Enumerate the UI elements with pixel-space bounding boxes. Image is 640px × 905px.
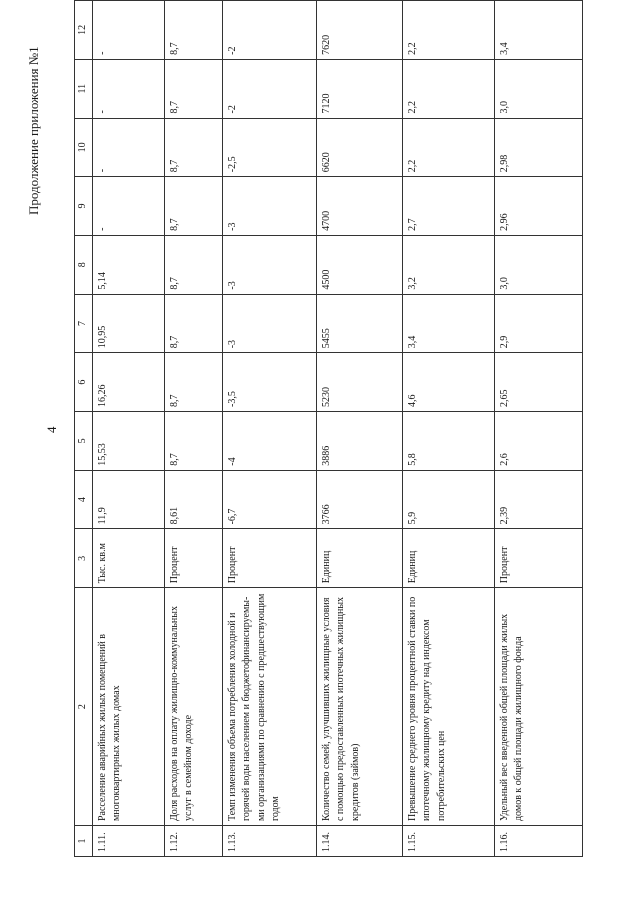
cell-value: 3,0 — [494, 235, 582, 294]
cell-value: 8,7 — [164, 353, 222, 412]
col-header: 3 — [75, 529, 93, 588]
cell-value: 7620 — [316, 1, 402, 60]
cell-value: 3,4 — [494, 1, 582, 60]
cell-value: 2,2 — [402, 118, 494, 177]
cell-value: 8,7 — [164, 412, 222, 471]
cell-value: 8,7 — [164, 177, 222, 236]
cell-value: - — [92, 118, 164, 177]
cell-value: 2,65 — [494, 353, 582, 412]
table-row — [316, 1, 402, 857]
cell-value: -2 — [222, 1, 316, 60]
row-id: 1.12. — [164, 826, 222, 857]
cell-value: 5455 — [316, 294, 402, 353]
cell-value: 2,7 — [402, 177, 494, 236]
row-indicator: Расселение аварийных жилых помещений в многоквартирных жилых домах — [92, 588, 164, 826]
cell-value: 3,2 — [402, 235, 494, 294]
row-id: 1.13. — [222, 826, 316, 857]
cell-value: 2,96 — [494, 177, 582, 236]
col-header: 11 — [75, 59, 93, 118]
row-id: 1.15. — [402, 826, 494, 857]
row-indicator: Количество семей, улучшивших жилищные условия с помощью предоставленных ипотечных жилищных кредитов (займов) — [316, 588, 402, 826]
col-header: 1 — [75, 826, 93, 857]
row-indicator: Превышение среднего уровня процентной ставки по ипотечному жилищному кредиту над индексом потребительских цен — [402, 588, 494, 826]
row-id: 1.16. — [494, 826, 582, 857]
cell-value: 2,98 — [494, 118, 582, 177]
col-header: 10 — [75, 118, 93, 177]
cell-value: -6,7 — [222, 470, 316, 529]
cell-value: - — [92, 1, 164, 60]
col-header: 5 — [75, 412, 93, 471]
row-unit: Процент — [494, 529, 582, 588]
cell-value: 2,39 — [494, 470, 582, 529]
cell-value: 10,95 — [92, 294, 164, 353]
col-header: 8 — [75, 235, 93, 294]
row-unit: Единиц — [402, 529, 494, 588]
cell-value: -2,5 — [222, 118, 316, 177]
cell-value: 8,7 — [164, 294, 222, 353]
cell-value: 3,4 — [402, 294, 494, 353]
cell-value: -4 — [222, 412, 316, 471]
col-header: 12 — [75, 1, 93, 60]
row-unit: Процент — [164, 529, 222, 588]
table-row — [494, 1, 582, 857]
cell-value: -3 — [222, 235, 316, 294]
cell-value: 8,7 — [164, 1, 222, 60]
row-unit: Единиц — [316, 529, 402, 588]
col-header: 2 — [75, 588, 93, 826]
cell-value: 2,6 — [494, 412, 582, 471]
table-row — [222, 1, 316, 857]
cell-value: 4,6 — [402, 353, 494, 412]
header-row — [75, 1, 93, 857]
table-row — [92, 1, 164, 857]
cell-value: 2,2 — [402, 1, 494, 60]
col-header: 6 — [75, 353, 93, 412]
cell-value: 8,7 — [164, 235, 222, 294]
cell-value: 5230 — [316, 353, 402, 412]
cell-value: -2 — [222, 59, 316, 118]
cell-value: 6620 — [316, 118, 402, 177]
cell-value: 8,61 — [164, 470, 222, 529]
cell-value: 3886 — [316, 412, 402, 471]
cell-value: 11,9 — [92, 470, 164, 529]
cell-value: 3766 — [316, 470, 402, 529]
appendix-subtitle: Продолжение приложения №1 — [26, 46, 41, 215]
cell-value: 15,53 — [92, 412, 164, 471]
cell-value: 8,7 — [164, 118, 222, 177]
cell-value: 5,8 — [402, 412, 494, 471]
cell-value: 3,0 — [494, 59, 582, 118]
cell-value: - — [92, 177, 164, 236]
cell-value: 2,2 — [402, 59, 494, 118]
col-header: 4 — [75, 470, 93, 529]
row-indicator: Доля расходов на оплату жилищно-коммунальных услуг в семейном доходе — [164, 588, 222, 826]
row-id: 1.14. — [316, 826, 402, 857]
row-indicator: Удельный вес введенной общей площади жилых домов к общей площади жилищного фонда — [494, 588, 582, 826]
table-row — [402, 1, 494, 857]
cell-value: 5,9 — [402, 470, 494, 529]
cell-value: 8,7 — [164, 59, 222, 118]
cell-value: - — [92, 59, 164, 118]
col-header: 9 — [75, 177, 93, 236]
cell-value: -3 — [222, 294, 316, 353]
cell-value: 16,26 — [92, 353, 164, 412]
cell-value: 2,9 — [494, 294, 582, 353]
row-indicator: Темп изменения объема потребления холодной и горячей воды населением и бюджетофинансируемы-ми организациями по сравнению с предшествующим годом — [222, 588, 316, 826]
cell-value: 7120 — [316, 59, 402, 118]
cell-value: 4700 — [316, 177, 402, 236]
cell-value: -3,5 — [222, 353, 316, 412]
row-unit: Процент — [222, 529, 316, 588]
row-unit: Тыс. кв.м — [92, 529, 164, 588]
page-number: 4 — [44, 426, 59, 433]
cell-value: -3 — [222, 177, 316, 236]
row-id: 1.11. — [92, 826, 164, 857]
cell-value: 5,14 — [92, 235, 164, 294]
col-header: 7 — [75, 294, 93, 353]
indicators-table — [74, 0, 583, 857]
cell-value: 4500 — [316, 235, 402, 294]
table-row — [164, 1, 222, 857]
